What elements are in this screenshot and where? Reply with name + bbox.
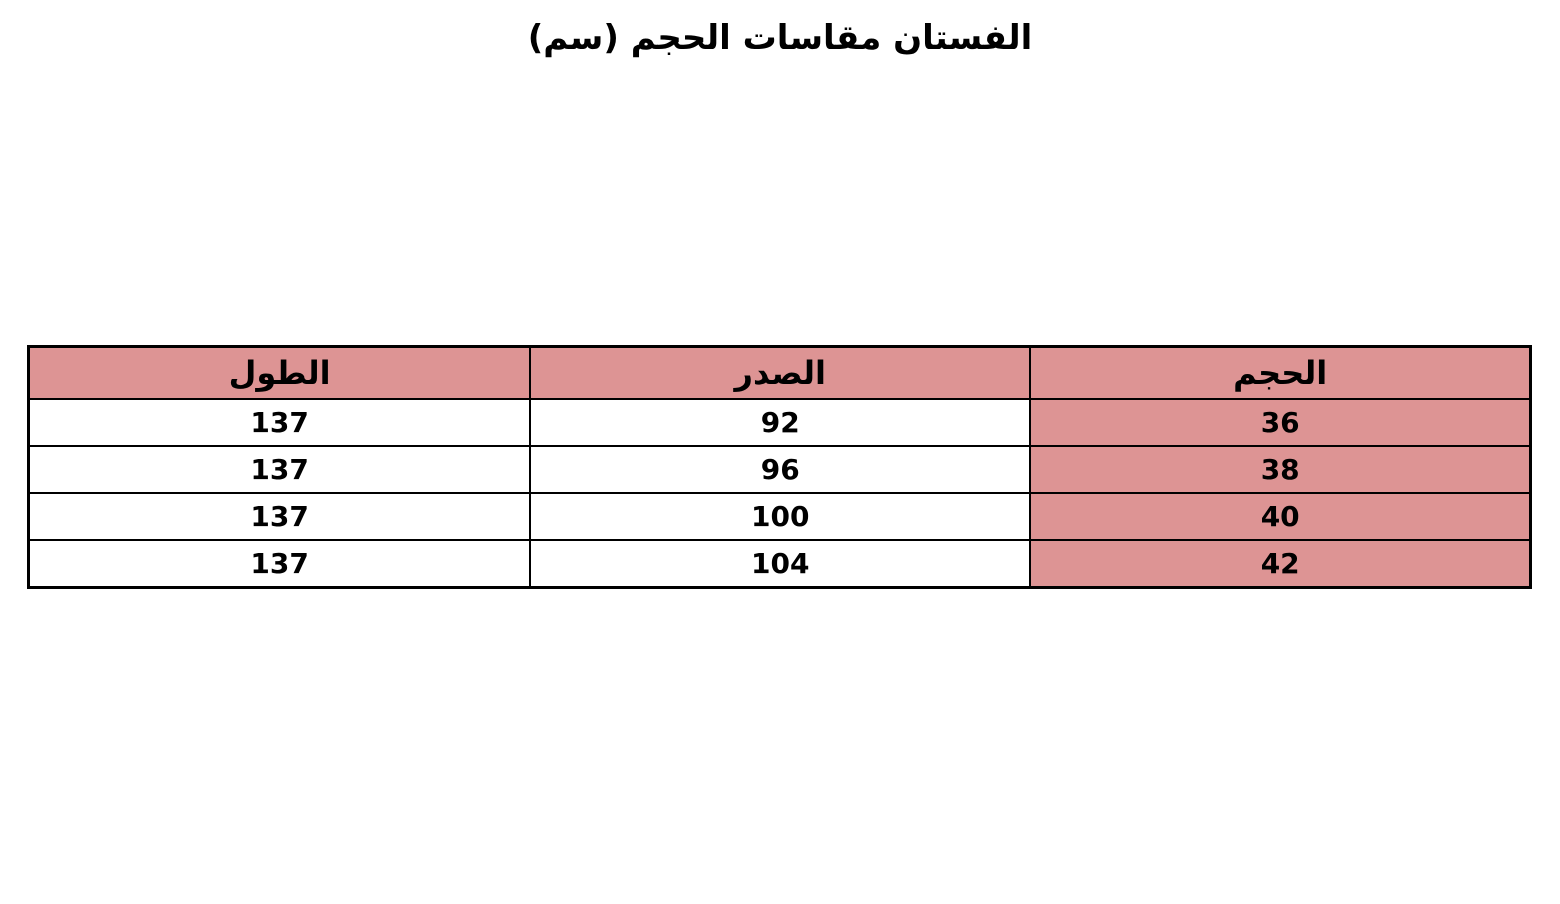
cell-size: 36: [1030, 399, 1530, 446]
cell-length: 137: [29, 446, 531, 493]
table-row: [29, 540, 1531, 588]
cell-chest: 96: [530, 446, 1030, 493]
table-row: [29, 446, 1531, 493]
cell-length: 137: [29, 399, 531, 446]
table-header: [29, 347, 1531, 400]
cell-length: 137: [29, 540, 531, 588]
cell-length: 137: [29, 493, 531, 540]
table-row: [29, 399, 1531, 446]
table-body: [29, 399, 1531, 588]
cell-chest: 100: [530, 493, 1030, 540]
size-chart-table: [27, 345, 1532, 589]
table-header-row: [29, 347, 1531, 400]
cell-chest: 92: [530, 399, 1030, 446]
column-header-size: الحجم: [1030, 347, 1530, 400]
cell-size: 42: [1030, 540, 1530, 588]
column-header-length: الطول: [29, 347, 531, 400]
cell-size: 38: [1030, 446, 1530, 493]
column-header-chest: الصدر: [530, 347, 1030, 400]
cell-chest: 104: [530, 540, 1030, 588]
page-title: الفستان مقاسات الحجم (سم): [527, 18, 1033, 58]
table-row: [29, 493, 1531, 540]
cell-size: 40: [1030, 493, 1530, 540]
